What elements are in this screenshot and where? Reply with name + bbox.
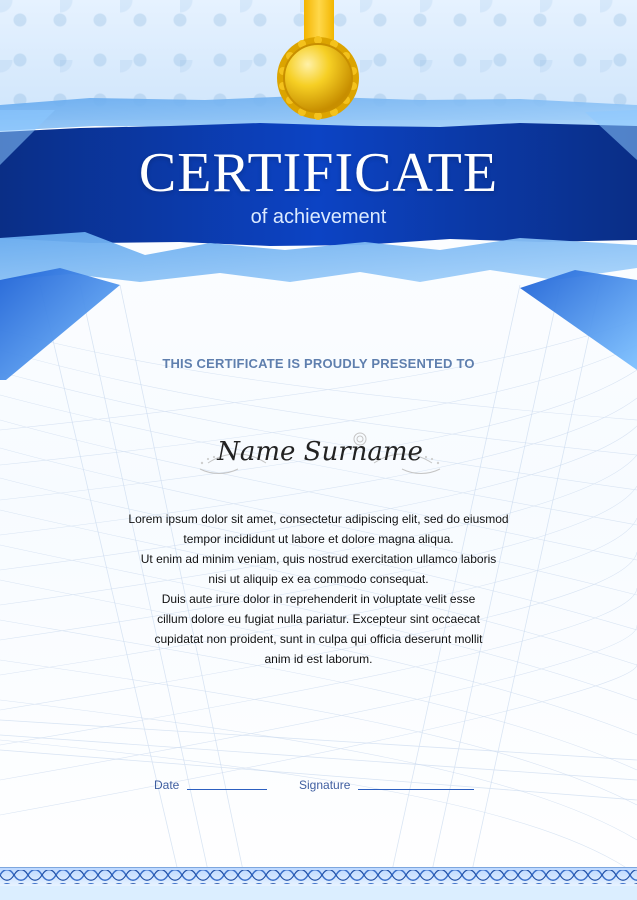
body-line: anim id est laborum. xyxy=(264,652,373,666)
certificate-body xyxy=(82,509,555,669)
body-line: nisi ut aliquip ex ea commodo consequat. xyxy=(208,572,429,586)
date-label: Date xyxy=(154,778,180,792)
body-line: tempor incididunt ut labore et dolore magna aliqua. xyxy=(183,532,454,546)
recipient-name: Name Surname xyxy=(217,437,423,467)
body-line: cupidatat non proident, sunt in culpa qui officia deserunt mollit xyxy=(154,632,483,646)
certificate-title: CERTIFICATE xyxy=(138,142,499,204)
bottom-ornamental-border xyxy=(0,867,637,900)
date-line xyxy=(187,789,267,790)
signature-label: Signature xyxy=(299,778,351,792)
signature-row xyxy=(154,778,494,798)
gold-seal-icon xyxy=(276,36,360,120)
body-line: cillum dolore eu fugiat nulla pariatur. Excepteur sint occaecat xyxy=(157,612,480,626)
signature-line xyxy=(358,789,474,790)
body-line: Lorem ipsum dolor sit amet, consectetur adipiscing elit, sed do eiusmod xyxy=(128,512,509,526)
presented-to-text: THIS CERTIFICATE IS PROUDLY PRESENTED TO xyxy=(162,356,475,371)
ornamental-border-icon xyxy=(0,868,637,900)
recipient-name-area xyxy=(190,427,450,485)
body-line: Ut enim ad minim veniam, quis nostrud exercitation ullamco laboris xyxy=(140,552,497,566)
certificate-subtitle: of achievement xyxy=(250,206,387,228)
body-line: Duis aute irure dolor in reprehenderit in voluptate velit esse xyxy=(161,592,476,606)
